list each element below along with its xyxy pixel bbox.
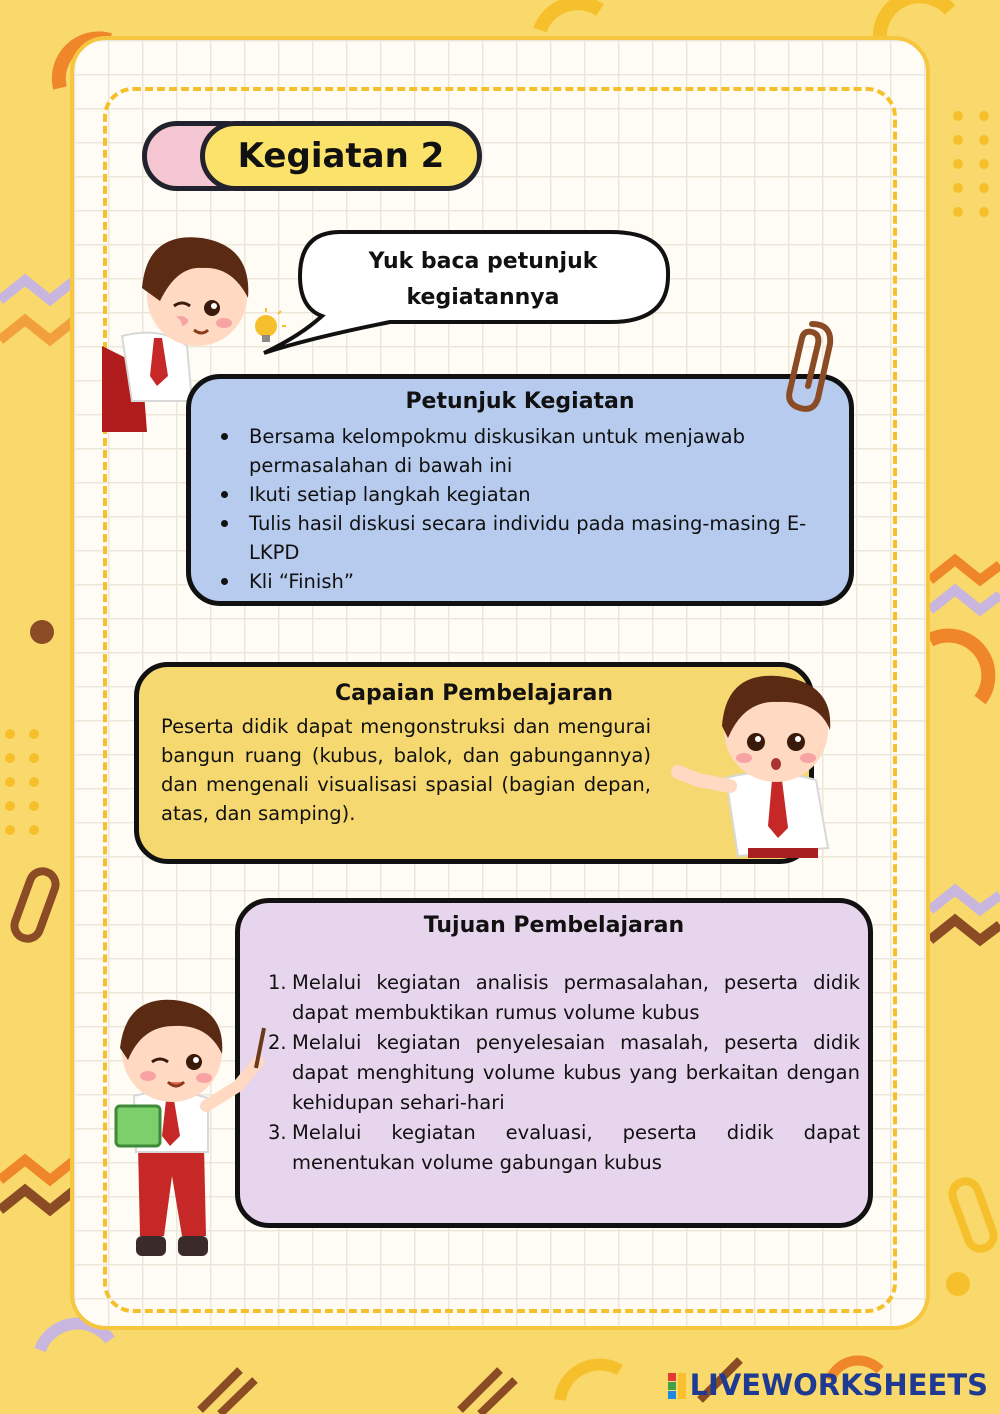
paperclip-icon [776,318,840,414]
tujuan-heading: Tujuan Pembelajaran [423,913,685,938]
tujuan-pembelajaran-box [235,898,873,1228]
list-number: 3. [268,1121,287,1144]
list-text: Melalui kegiatan evaluasi, peserta didik dapat menentukan volume gabungan kubus [292,1121,860,1174]
speech-bubble-text: Yuk baca petunjuk kegiatannya [368,249,598,310]
petunjuk-kegiatan-box [186,374,854,606]
list-item: Ikuti setiap langkah kegiatan [243,480,813,509]
list-number: 1. [268,971,287,994]
logo-text: LIVEWORKSHEETS [689,1368,988,1402]
petunjuk-heading: Petunjuk Kegiatan [405,389,635,414]
list-text: Melalui kegiatan penyelesaian masalah, peserta didik dapat menghitung volume kubus yang berkaitan dengan kehidupan sehari-hari [292,1031,860,1114]
list-text: Melalui kegiatan analisis permasalahan, peserta didik dapat membuktikan rumus volume kubus [292,971,860,1024]
liveworksheets-logo[interactable] [668,1368,988,1402]
petunjuk-list [243,422,813,596]
list-item: Tulis hasil diskusi secara individu pada masing-masing E-LKPD [243,509,813,567]
list-item [270,968,860,1028]
logo-badge-icon [668,1372,686,1398]
student-talking-illustration [668,668,848,860]
list-item: Bersama kelompokmu diskusikan untuk menjawab permasalahan di bawah ini [243,422,813,480]
page-title: Kegiatan 2 [200,121,482,191]
capaian-heading: Capaian Pembelajaran [334,681,614,706]
tujuan-list [270,968,860,1178]
list-item [270,1118,860,1178]
list-item: Kli “Finish” [243,567,813,596]
student-pointing-illustration [108,996,268,1272]
capaian-text: Peserta didik dapat mengonstruksi dan mengurai bangun ruang (kubus, balok, dan gabungannya) dan mengenali visualisasi spasial (bagian depan, atas, dan samping). [161,715,651,825]
list-item [270,1028,860,1118]
list-number: 2. [268,1031,287,1054]
